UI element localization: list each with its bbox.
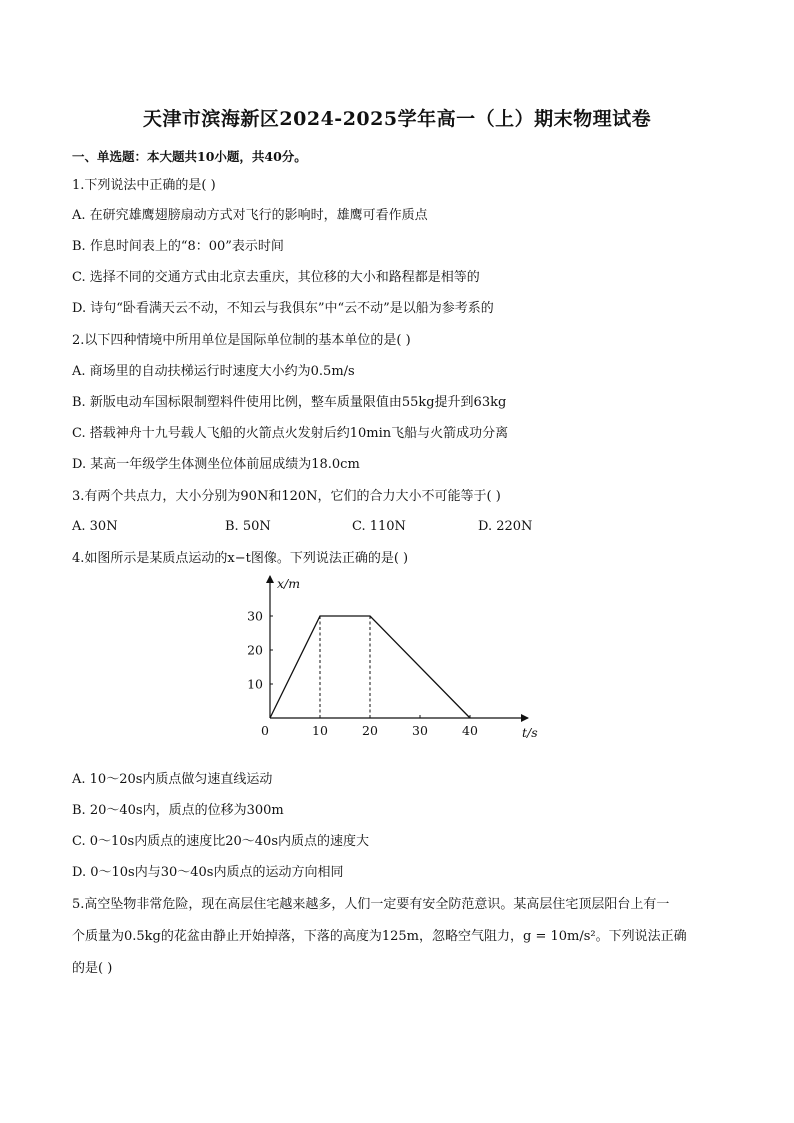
y-tick-label: 30: [247, 608, 263, 624]
q1-stem: 1.下列说法中正确的是( ): [72, 178, 216, 193]
q1-option-a: A. 在研究雄鹰翅膀扇动方式对飞行的影响时，雄鹰可看作质点: [72, 208, 428, 223]
q3-option-d: D. 220N: [478, 519, 533, 534]
x-tick-label: 40: [462, 723, 478, 738]
q5-line-3: 的是( ): [72, 961, 113, 976]
q1-option-b: B. 作息时间表上的“8：00”表示时间: [72, 239, 284, 254]
q4-stem: 4.如图所示是某质点运动的x−t图像。下列说法正确的是( ): [72, 551, 409, 566]
page-title: 天津市滨海新区2024-2025学年高一（上）期末物理试卷: [142, 108, 652, 130]
q2-stem: 2.以下四种情境中所用单位是国际单位制的基本单位的是( ): [72, 333, 411, 348]
x-tick-label: 0: [261, 723, 269, 738]
y-tick-label: 20: [247, 642, 263, 658]
q2-option-d: D. 某高一年级学生体测坐位体前屈成绩为18.0cm: [72, 457, 360, 472]
q3-option-a: A. 30N: [72, 519, 118, 534]
q2-option-a: A. 商场里的自动扶梯运行时速度大小约为0.5m/s: [72, 364, 355, 379]
q5-line-1: 5.高空坠物非常危险，现在高层住宅越来越多，人们一定要有安全防范意识。某高层住宅顶层阳台上有一: [72, 897, 670, 912]
q1-option-d: D. 诗句“卧看满天云不动，不知云与我俱东”中“云不动”是以船为参考系的: [72, 301, 494, 316]
x-tick-label: 10: [312, 723, 328, 738]
q4-option-c: C. 0～10s内质点的速度比20～40s内质点的速度大: [72, 834, 369, 849]
q2-option-b: B. 新版电动车国标限制塑料件使用比例，整车质量限值由55kg提升到63kg: [72, 395, 507, 410]
q3-option-b: B. 50N: [225, 519, 271, 534]
x-tick-label: 20: [362, 723, 378, 738]
q4-option-b: B. 20～40s内，质点的位移为300m: [72, 803, 284, 818]
x-t-graph: [247, 572, 550, 750]
x-axis-label: t/s: [522, 725, 538, 740]
y-tick-label: 10: [247, 676, 263, 692]
q4-option-d: D. 0～10s内与30～40s内质点的运动方向相同: [72, 865, 344, 880]
y-axis-label: x/m: [277, 576, 301, 591]
section-heading: 一、单选题：本大题共10小题，共40分。: [72, 149, 307, 164]
q3-stem: 3.有两个共点力，大小分别为90N和120N，它们的合力大小不可能等于( ): [72, 489, 501, 504]
q3-option-c: C. 110N: [352, 519, 406, 534]
q4-option-a: A. 10～20s内质点做匀速直线运动: [72, 772, 273, 787]
q5-line-2: 个质量为0.5kg的花盆由静止开始掉落，下落的高度为125m，忽略空气阻力，g = 10m/s²。下列说法正确: [72, 929, 687, 944]
q1-option-c: C. 选择不同的交通方式由北京去重庆，其位移的大小和路程都是相等的: [72, 270, 480, 285]
x-tick-label: 30: [412, 723, 428, 738]
q2-option-c: C. 搭载神舟十九号载人飞船的火箭点火发射后约10min飞船与火箭成功分离: [72, 426, 509, 441]
